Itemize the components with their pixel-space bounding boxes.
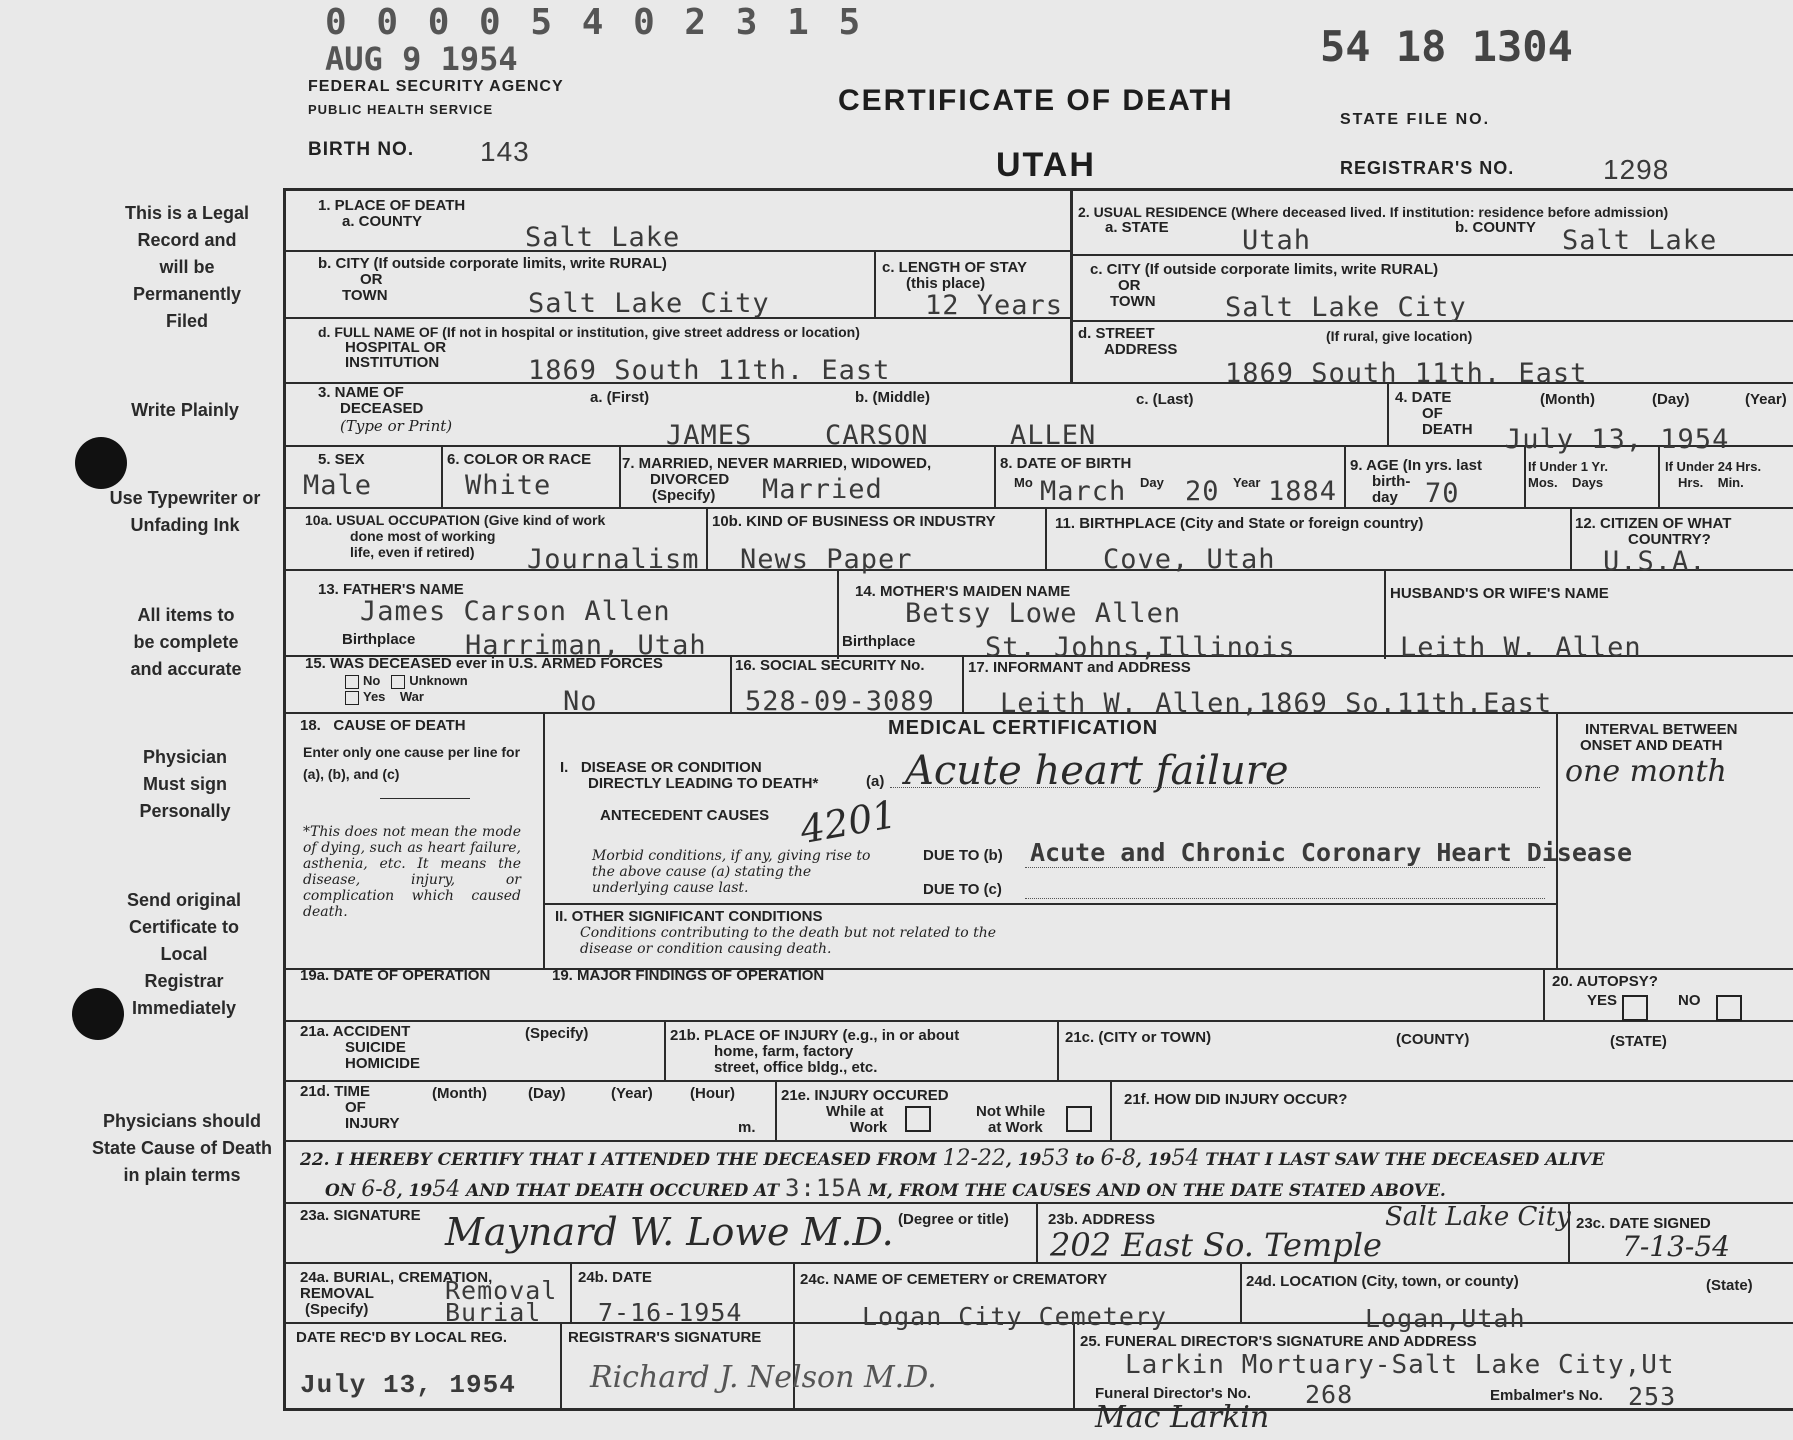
cause-a: Acute heart failure [905, 748, 1289, 794]
while-at-work-checkbox[interactable] [905, 1106, 931, 1132]
burial-date: 7-16-1954 [598, 1298, 743, 1327]
certify-line-2 [325, 1174, 1446, 1202]
embalmer-no: 253 [1628, 1382, 1677, 1411]
registrar-signature-label: REGISTRAR'S SIGNATURE [568, 1329, 762, 1346]
certificate-title: CERTIFICATE OF DEATH [838, 84, 1234, 117]
length-of-stay: 12 Years [925, 290, 1064, 321]
last-seen: 6-8 [361, 1177, 397, 1202]
birth-month: March [1040, 476, 1127, 507]
cause-b: Acute and Chronic Coronary Heart Disease [1030, 838, 1633, 867]
hospital-address: 1869 South 11th. East [528, 355, 891, 386]
physician-address: 202 East So. Temple [1050, 1226, 1382, 1264]
birth-day: 20 [1185, 476, 1220, 507]
place-of-death-label: 1. PLACE OF DEATH [318, 197, 466, 214]
suicide-label: SUICIDE [345, 1039, 406, 1056]
punch-hole-top [75, 437, 127, 489]
morbid-note: Morbid conditions, if any, giving rise to the above cause (a) stating the underlying cause last. [592, 848, 871, 896]
certify-line-1 [300, 1146, 1604, 1171]
armed-forces-label: 15. WAS DECEASED ever in U.S. ARMED FORCES [305, 655, 663, 672]
birth-no-label: BIRTH NO. [308, 139, 415, 160]
sidebar-note-ink: Use Typewriter or Unfading Ink [109, 488, 261, 535]
city-town-label: TOWN [342, 287, 388, 304]
spouse-name-label: HUSBAND'S OR WIFE'S NAME [1390, 585, 1609, 602]
under-1yr-label: If Under 1 Yr. [1528, 459, 1608, 474]
age-label: 9. AGE (In yrs. last [1350, 457, 1482, 474]
county-label: a. COUNTY [342, 213, 423, 230]
length-of-stay-label: c. LENGTH OF STAY [882, 259, 1028, 276]
city-label: b. CITY (If outside corporate limits, write RURAL) [318, 255, 667, 272]
citizen-label: 12. CITIZEN OF WHAT [1575, 515, 1732, 532]
service-name: PUBLIC HEALTH SERVICE [308, 102, 494, 117]
birth-day-label: Day [1140, 475, 1164, 490]
certify-to: to [1075, 1150, 1095, 1170]
name-label: 3. NAME OF [318, 384, 404, 401]
age-label-2: birth- [1372, 473, 1411, 490]
certify-text-d: M, FROM THE CAUSES AND ON THE DATE STATED ABOVE. [868, 1181, 1446, 1201]
middle-name: CARSON [825, 420, 929, 451]
how-injury-label: 21f. HOW DID INJURY OCCUR? [1124, 1091, 1348, 1108]
cemetery-location: Logan,Utah [1365, 1304, 1526, 1333]
middle-label: b. (Middle) [855, 389, 930, 406]
autopsy-no-checkbox[interactable] [1716, 995, 1742, 1021]
residence-county-label: b. COUNTY [1455, 219, 1536, 236]
injury-month-label: (Month) [432, 1085, 487, 1102]
address-label: 23b. ADDRESS [1048, 1211, 1155, 1228]
citizen-label-2: COUNTRY? [1628, 531, 1711, 548]
date-received-label: DATE REC'D BY LOCAL REG. [296, 1329, 508, 1346]
ssn: 528-09-3089 [745, 686, 935, 717]
birthplace-label: 11. BIRTHPLACE (City and State or foreign country) [1055, 515, 1424, 532]
birth-no: 143 [480, 136, 530, 167]
cause-of-death-label: 18. CAUSE OF DEATH [300, 717, 466, 734]
occupation-label-3: life, even if retired) [350, 544, 475, 560]
under-24hr-label: If Under 24 Hrs. [1665, 459, 1762, 474]
residence-county: Salt Lake [1562, 225, 1718, 256]
race-label: 6. COLOR OR RACE [447, 451, 592, 468]
due-to-b-label: DUE TO (b) [923, 847, 1003, 864]
hospital-label-3: INSTITUTION [345, 354, 440, 371]
injury-day-label: (Day) [528, 1085, 566, 1102]
location-label: 24d. LOCATION (City, town, or county) [1246, 1273, 1519, 1290]
time-of-injury-label: 21d. TIME [300, 1083, 371, 1100]
marital-label-2: DIVORCED [650, 471, 730, 488]
state-file-numbers: 54 18 1304 [1320, 22, 1573, 71]
sex: Male [303, 470, 373, 501]
burial-removal: Removal [445, 1276, 558, 1305]
birth-date-label: 8. DATE OF BIRTH [1000, 455, 1132, 472]
death-year-label: (Year) [1745, 391, 1787, 408]
birth-year: 1884 [1268, 476, 1338, 507]
armed-forces-unknown-checkbox[interactable] [391, 675, 405, 689]
sidebar-note-complete: All items to be complete and accurate [130, 605, 242, 679]
death-county: Salt Lake [525, 222, 681, 253]
state-title: UTAH [996, 146, 1096, 184]
date-of-operation-label: 19a. DATE OF OPERATION [300, 967, 491, 984]
sidebar-note-legal: This is a Legal Record and will be Permanently Filed [124, 203, 250, 331]
informant: Leith W. Allen,1869 So.11th.East [1000, 688, 1553, 719]
date-signed: 7-13-54 [1622, 1230, 1730, 1263]
funeral-director-no: 268 [1305, 1380, 1354, 1409]
other-conditions-note: Conditions contributing to the death but not related to the disease or condition causing death. [580, 925, 997, 957]
under-1yr-units: Mos. Days [1528, 475, 1604, 490]
certify-19-a: , 19 [1005, 1150, 1042, 1170]
burial-type: Burial [445, 1298, 542, 1327]
injury-hour-label: (Hour) [690, 1085, 735, 1102]
last-label: c. (Last) [1136, 391, 1194, 408]
place-of-injury-label-3: street, office bldg., etc. [714, 1059, 878, 1076]
informant-label: 17. INFORMANT and ADDRESS [968, 659, 1191, 676]
this-place-label: (this place) [906, 275, 986, 292]
not-while-at-work-checkbox[interactable] [1066, 1106, 1092, 1132]
injury-m-label: m. [738, 1119, 756, 1136]
father-birthplace-label: Birthplace [342, 631, 416, 648]
medical-certification-label: MEDICAL CERTIFICATION [888, 717, 1159, 739]
antecedent-label: ANTECEDENT CAUSES [600, 807, 770, 824]
not-while-label: Not While [976, 1103, 1046, 1120]
birth-mo-label: Mo [1014, 475, 1033, 490]
residence-street: 1869 South 11th. East [1225, 358, 1588, 389]
cause-star-note: *This does not mean the mode of dying, such as heart failure, asthenia, etc. It means the disease, injury, or complication which caused death. [303, 824, 521, 920]
father-name: James Carson Allen [360, 596, 671, 627]
registrar-no: 1298 [1603, 154, 1670, 185]
autopsy-label: 20. AUTOPSY? [1552, 973, 1658, 990]
race: White [465, 470, 552, 501]
marital-label-3: (Specify) [652, 487, 716, 504]
burial-label: 24a. BURIAL, CREMATION, [300, 1269, 493, 1286]
industry-label: 10b. KIND OF BUSINESS OR INDUSTRY [712, 513, 996, 530]
cemetery-label: 24c. NAME OF CEMETERY or CREMATORY [800, 1271, 1108, 1288]
burial-label-3: (Specify) [305, 1301, 369, 1318]
homicide-label: HOMICIDE [345, 1055, 420, 1072]
attend-to-year: 54 [1171, 1146, 1200, 1171]
death-day-label: (Day) [1652, 391, 1690, 408]
attend-from-year: 53 [1041, 1146, 1070, 1171]
accident-specify-label: (Specify) [525, 1025, 589, 1042]
certify-19-b: , 19 [1135, 1150, 1172, 1170]
autopsy-yes-checkbox[interactable] [1622, 995, 1648, 1021]
funeral-director-signature: Mac Larkin [1095, 1400, 1270, 1435]
hospital-label-2: HOSPITAL OR [345, 339, 447, 356]
disease-a-label: (a) [866, 773, 885, 790]
residence-city-label: c. CITY (If outside corporate limits, write RURAL) [1090, 261, 1439, 278]
occupation: Journalism [527, 544, 700, 575]
mother-name: Betsy Lowe Allen [905, 598, 1182, 629]
punch-hole-bottom [72, 988, 124, 1040]
date-stamp: AUG 9 1954 [325, 40, 518, 78]
death-city: Salt Lake City [528, 288, 770, 319]
injury-state-label: (STATE) [1610, 1033, 1667, 1050]
time-of-injury-injury: INJURY [345, 1115, 400, 1132]
due-to-c-label: DUE TO (c) [923, 881, 1002, 898]
sidebar-note-physician: Physician Must sign Personally [139, 747, 231, 821]
sidebar-note-send: Send original Certificate to Local Registrar Immediately [126, 890, 241, 1018]
funeral-director: Larkin Mortuary-Salt Lake City,Ut [1125, 1350, 1675, 1380]
interval: one month [1565, 754, 1727, 789]
date-received: July 13, 1954 [300, 1370, 516, 1400]
age-label-3: day [1372, 489, 1398, 506]
certify-on: ON [325, 1181, 356, 1201]
cause-code: 4201 [796, 791, 900, 853]
name-label-3: (Type or Print) [340, 417, 453, 435]
time-of-injury-of: OF [345, 1099, 366, 1116]
burial-date-label: 24b. DATE [578, 1269, 652, 1286]
certify-text-b: THAT I LAST SAW THE DECEASED ALIVE [1205, 1150, 1605, 1170]
cause-note: Enter only one cause per line for (a), (b), and (c) [303, 744, 521, 782]
accident-label: 21a. ACCIDENT [300, 1023, 411, 1040]
not-while-label-2: at Work [988, 1119, 1043, 1136]
armed-forces-no-label: No [363, 673, 381, 688]
serial-number: 0 0 0 0 5 4 0 2 3 1 5 [325, 2, 865, 43]
residence-city-town-label: TOWN [1110, 293, 1156, 310]
injury-occurred-label: 21e. INJURY OCCURED [781, 1087, 949, 1104]
first-label: a. (First) [590, 389, 650, 406]
while-at-work-label: While at [826, 1103, 884, 1120]
hospital-label: d. FULL NAME OF (If not in hospital or institution, give street address or location) [318, 324, 860, 340]
injury-county-label: (COUNTY) [1396, 1031, 1470, 1048]
degree-label: (Degree or title) [898, 1211, 1009, 1228]
disease-label-2: DIRECTLY LEADING TO DEATH* [588, 775, 819, 792]
armed-forces: No [563, 686, 598, 717]
date-of-death-label: 4. DATE [1395, 389, 1452, 406]
residence-city-or-label: OR [1118, 277, 1141, 294]
funeral-director-label: 25. FUNERAL DIRECTOR'S SIGNATURE AND ADDRESS [1080, 1333, 1477, 1350]
armed-forces-options [345, 673, 468, 705]
certify-19-c: , 19 [396, 1181, 433, 1201]
autopsy-yes-label: YES [1587, 992, 1618, 1009]
birthplace: Cove, Utah [1103, 544, 1276, 575]
date-of-death-of: OF [1422, 405, 1443, 422]
residence-city: Salt Lake City [1225, 292, 1467, 323]
last-seen-year: 54 [432, 1177, 461, 1202]
street-note: (If rural, give location) [1326, 328, 1473, 344]
place-of-injury-label: 21b. PLACE OF INJURY (e.g., in or about [670, 1027, 960, 1044]
occupation-label: 10a. USUAL OCCUPATION (Give kind of work [305, 512, 606, 528]
age: 70 [1425, 478, 1460, 509]
occupation-label-2: done most of working [350, 528, 496, 544]
mother-name-label: 14. MOTHER'S MAIDEN NAME [855, 583, 1071, 600]
place-of-injury-label-2: home, farm, factory [714, 1043, 854, 1060]
burial-label-2: REMOVAL [300, 1285, 374, 1302]
street-label: d. STREET [1078, 325, 1155, 342]
sidebar-note-terms: Physicians should State Cause of Death in plain terms [91, 1111, 273, 1185]
usual-residence-label: 2. USUAL RESIDENCE (Where deceased lived. If institution: residence before admission) [1078, 204, 1669, 220]
date-of-death: July 13, 1954 [1505, 424, 1730, 455]
sex-label: 5. SEX [318, 451, 365, 468]
residence-state-label: a. STATE [1105, 219, 1169, 236]
registrar-no-label: REGISTRAR'S NO. [1340, 158, 1515, 178]
death-time: 3:15A [784, 1174, 863, 1202]
last-name: ALLEN [1010, 420, 1097, 451]
other-conditions-label: II. OTHER SIGNIFICANT CONDITIONS [555, 908, 823, 925]
certify-text-a: 22. I HEREBY CERTIFY THAT I ATTENDED THE DECEASED FROM [300, 1150, 937, 1170]
date-of-death-death: DEATH [1422, 421, 1473, 438]
name-label-2: DECEASED [340, 400, 424, 417]
armed-forces-yes-label: Yes [363, 689, 386, 704]
interval-label: INTERVAL BETWEEN [1585, 721, 1738, 738]
sidebar-note-plain: Write Plainly [131, 400, 239, 420]
ssn-label: 16. SOCIAL SECURITY No. [735, 657, 925, 674]
armed-forces-unknown-label: Unknown [409, 673, 468, 688]
mother-birthplace: St. Johns,Illinois [985, 632, 1296, 663]
injury-city-label: 21c. (CITY or TOWN) [1065, 1029, 1212, 1046]
certify-text-c: AND THAT DEATH OCCURED AT [466, 1181, 780, 1201]
birth-year-label: Year [1233, 475, 1261, 490]
cemetery: Logan City Cemetery [862, 1302, 1167, 1331]
attend-to: 6-8 [1100, 1146, 1136, 1171]
physician-address-city: Salt Lake City [1385, 1202, 1571, 1232]
armed-forces-war-label: War [399, 689, 424, 704]
disease-label: I. DISEASE OR CONDITION [560, 759, 762, 776]
death-month-label: (Month) [1540, 391, 1595, 408]
embalmer-no-label: Embalmer's No. [1490, 1387, 1603, 1404]
date-signed-label: 23c. DATE SIGNED [1576, 1215, 1711, 1232]
interval-label-2: ONSET AND DEATH [1580, 737, 1723, 754]
under-24hr-units: Hrs. Min. [1678, 475, 1744, 490]
spouse-name: Leith W. Allen [1400, 632, 1642, 663]
citizenship: U.S.A. [1603, 546, 1707, 577]
registrar-signature: Richard J. Nelson M.D. [590, 1360, 937, 1395]
funeral-director-no-label: Funeral Director's No. [1095, 1385, 1252, 1402]
industry: News Paper [740, 544, 913, 575]
armed-forces-no-checkbox[interactable] [345, 675, 359, 689]
agency-name: FEDERAL SECURITY AGENCY [308, 78, 564, 95]
attend-from: 12-22 [942, 1146, 1006, 1171]
first-name: JAMES [666, 420, 753, 451]
signature-label: 23a. SIGNATURE [300, 1207, 421, 1224]
street-label-2: ADDRESS [1104, 341, 1178, 358]
father-birthplace: Harriman, Utah [465, 630, 707, 661]
armed-forces-yes-checkbox[interactable] [345, 691, 359, 705]
autopsy-no-label: NO [1678, 992, 1701, 1009]
while-at-work-label-2: Work [850, 1119, 888, 1136]
father-name-label: 13. FATHER'S NAME [318, 581, 464, 598]
city-or-label: OR [360, 271, 383, 288]
state-file-label: STATE FILE NO. [1340, 111, 1491, 128]
mother-birthplace-label: Birthplace [842, 633, 916, 650]
injury-year-label: (Year) [611, 1085, 653, 1102]
marital-label: 7. MARRIED, NEVER MARRIED, WIDOWED, [622, 455, 932, 472]
findings-label: 19. MAJOR FINDINGS OF OPERATION [552, 967, 825, 984]
residence-state: Utah [1242, 225, 1312, 256]
location-state-label: (State) [1706, 1277, 1753, 1294]
physician-signature: Maynard W. Lowe M.D. [445, 1210, 894, 1254]
marital-status: Married [762, 474, 883, 505]
